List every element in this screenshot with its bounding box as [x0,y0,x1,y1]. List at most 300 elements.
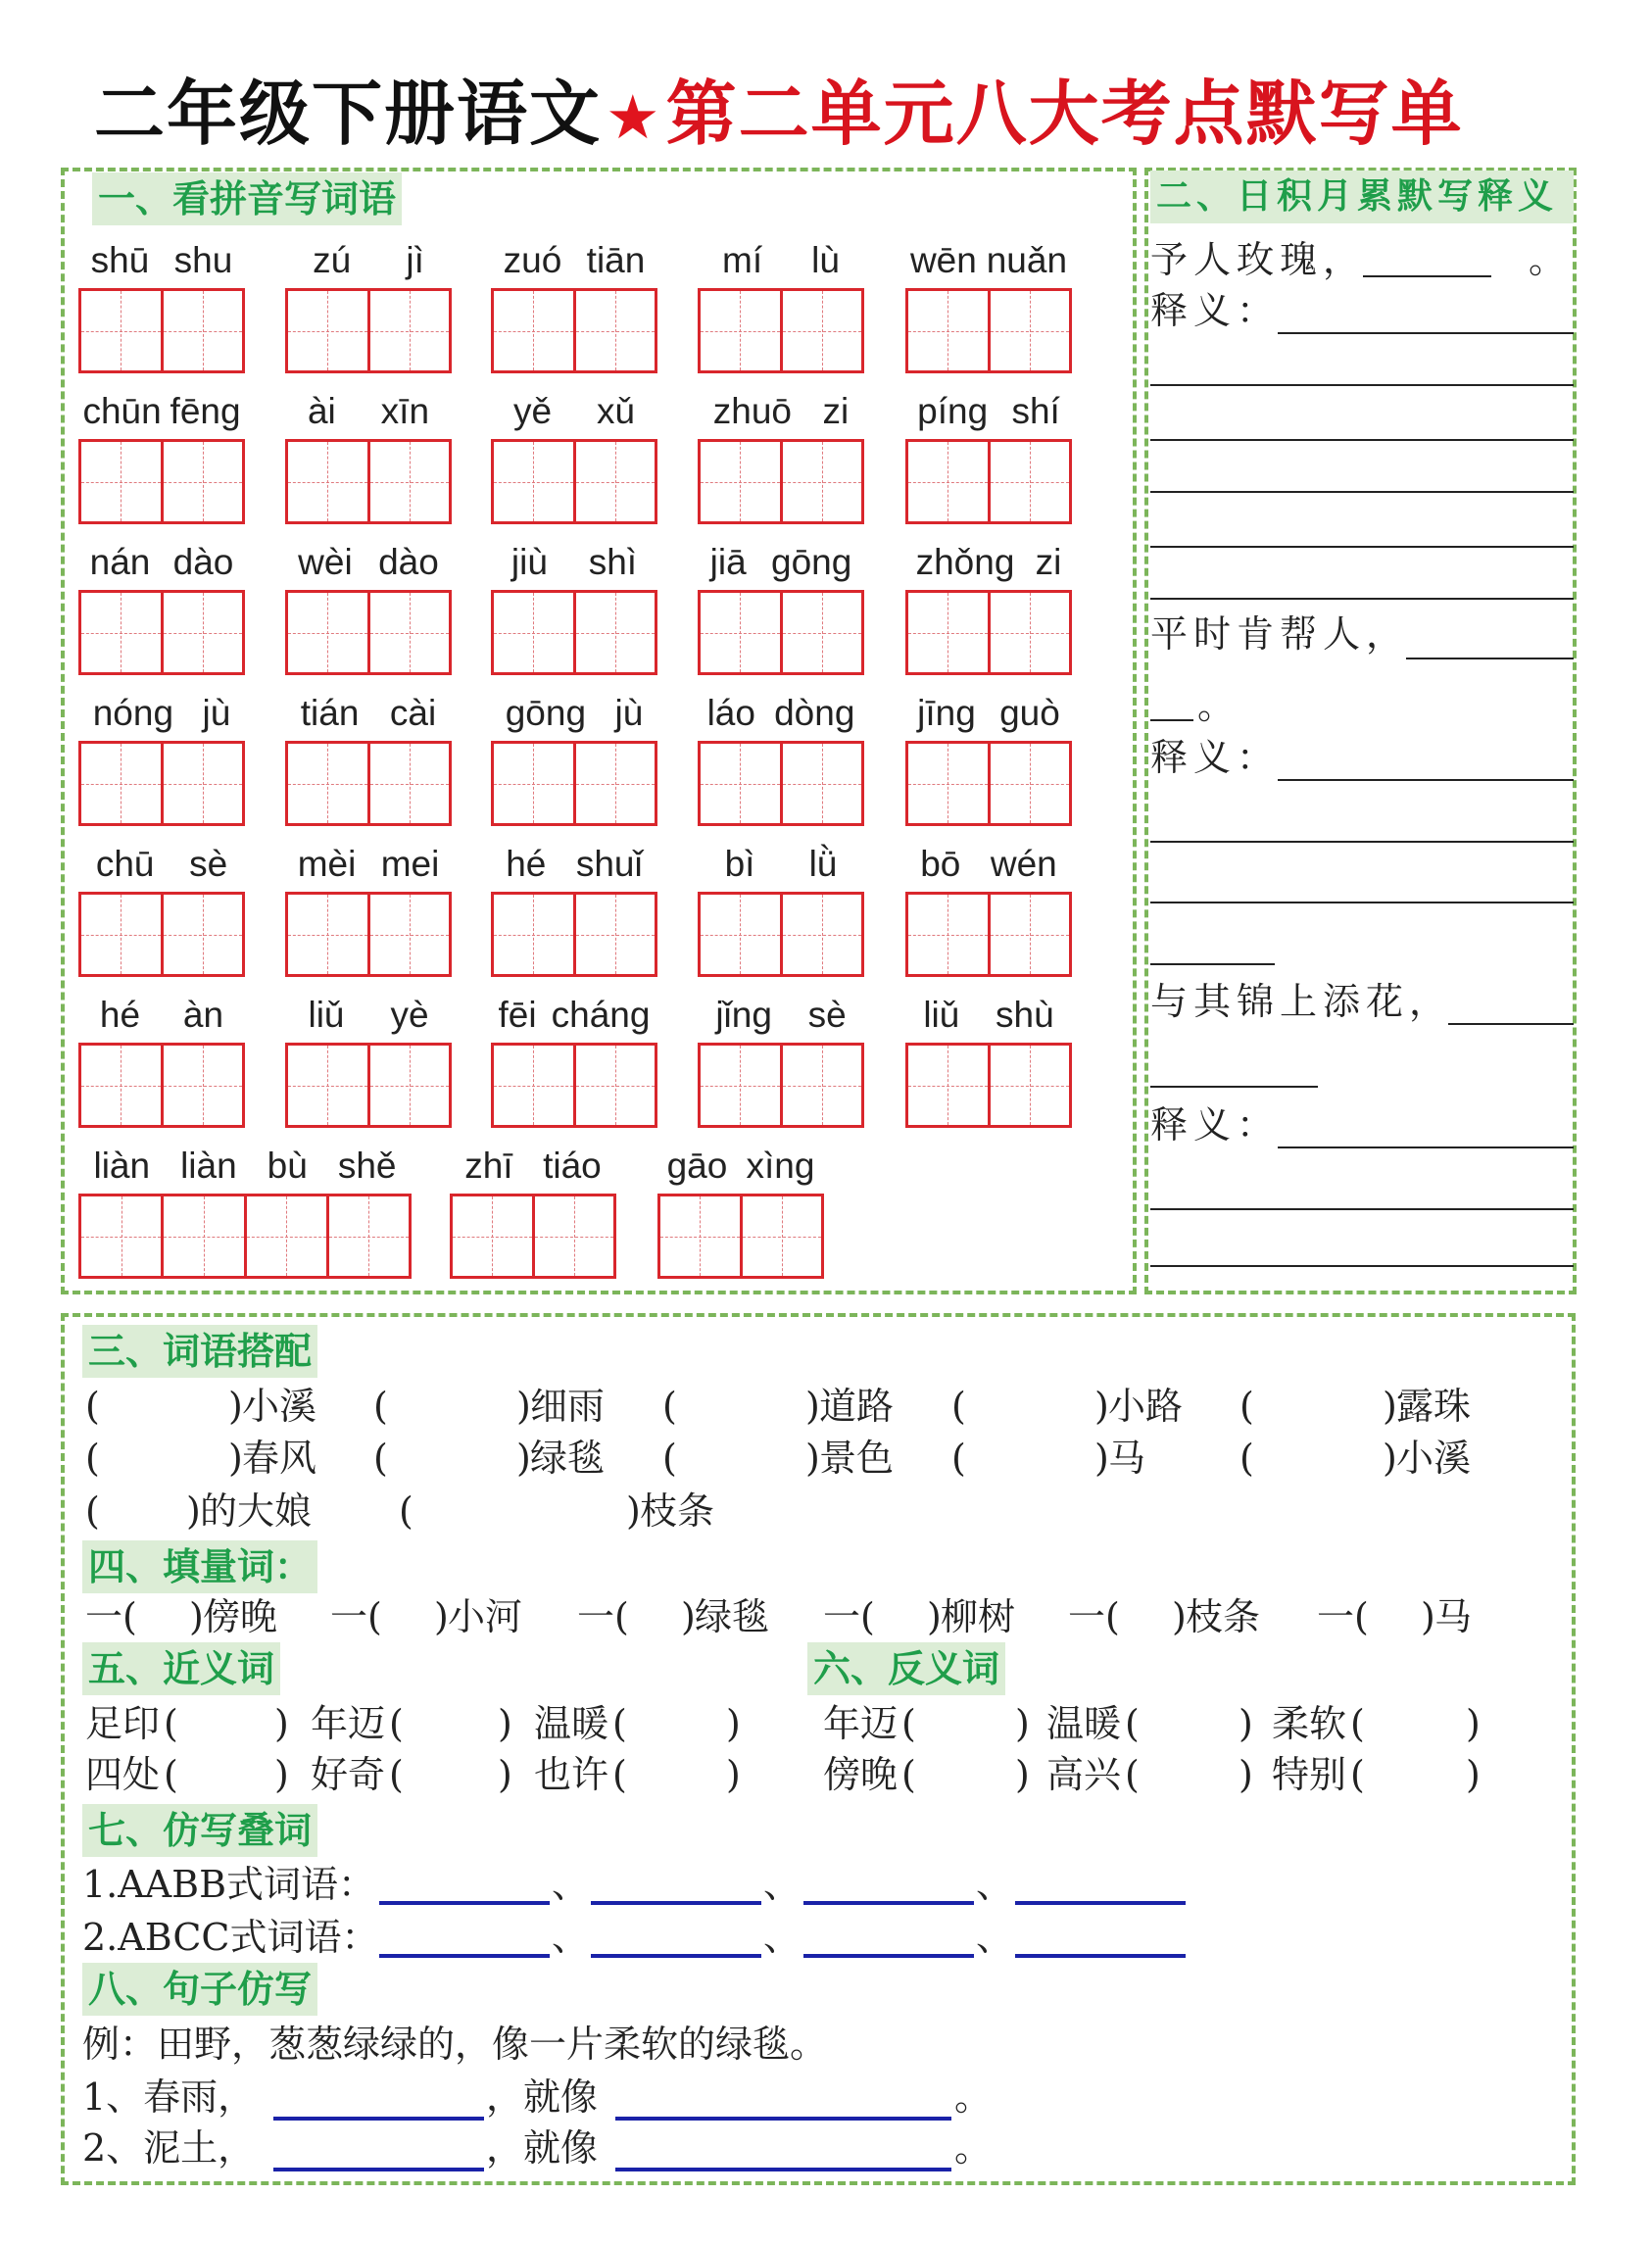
pinyin-label [905,843,1072,886]
tianzige-box[interactable] [285,741,452,826]
tianzige-cell[interactable] [81,1046,164,1125]
tianzige-cell[interactable] [576,593,656,672]
pinyin-syllable: wèi [298,542,353,582]
tianzige-cell[interactable] [908,744,991,823]
pinyin-syllable: wēn [909,240,977,280]
section-8-header: 八、句子仿写 [82,1963,317,2016]
measure-blank[interactable] [144,1594,188,1639]
match-word-blank[interactable] [967,1384,1094,1429]
tianzige-cell[interactable] [164,744,243,823]
tianzige-cell[interactable] [701,291,783,370]
pinyin-syllable: jiù [510,542,548,582]
open-paren: ( [901,1702,916,1745]
pinyin-syllable: xīn [380,391,430,431]
open-paren: ( [389,1702,404,1745]
pinyin-syllable: àn [182,995,224,1035]
pinyin-syllable: zuó [503,240,562,280]
answer-blank[interactable] [1141,1752,1235,1797]
close-paren: ) [434,1595,449,1638]
tianzige-box[interactable] [657,1194,824,1279]
pinyin-label [285,994,452,1037]
idiom-2-text: 平时肯帮人， [1150,612,1410,656]
pinyin-syllable: jiā [709,542,747,582]
answer-blank[interactable] [628,1752,722,1797]
tianzige-cell[interactable] [991,593,1070,672]
pinyin-syllable: shě [337,1146,397,1186]
tianzige-box[interactable] [905,590,1072,675]
pinyin-syllable: yè [390,995,429,1035]
pinyin-label [491,843,657,886]
pinyin-syllable: dào [378,542,439,582]
word-blank[interactable] [591,1954,761,1958]
tianzige-cell[interactable] [164,1046,243,1125]
pinyin-syllable: shí [1011,391,1060,431]
tianzige-box[interactable] [285,892,452,977]
tianzige-cell[interactable] [576,291,656,370]
tianzige-cell[interactable] [288,442,370,521]
open-paren: ( [662,1385,677,1428]
pinyin-label [78,390,245,433]
match-word-blank[interactable] [101,1488,186,1534]
tianzige-box[interactable] [78,892,245,977]
measure-noun: 柳树 [941,1595,1016,1638]
tianzige-box[interactable] [491,741,657,826]
open-paren: ( [612,1753,627,1796]
pinyin-syllable: hé [506,844,547,884]
answer-blank[interactable] [917,1701,1011,1746]
tianzige-cell[interactable] [783,593,862,672]
tianzige-cell[interactable] [576,1046,656,1125]
tianzige-cell[interactable] [783,1046,862,1125]
pinyin-label [491,692,657,735]
pinyin-syllable: jīng [917,693,976,733]
tianzige-box[interactable] [78,288,245,373]
open-paren: ( [85,1385,100,1428]
answer-blank[interactable] [405,1752,494,1797]
pinyin-syllable: mèi [297,844,357,884]
tianzige-cell[interactable] [783,895,862,974]
measure-prefix: 一( [1068,1595,1120,1638]
tianzige-box[interactable] [905,892,1072,977]
tianzige-cell[interactable] [991,291,1070,370]
close-paren: ) [805,1437,820,1480]
open-paren: ( [612,1702,627,1745]
write-line[interactable] [1150,491,1574,493]
match-word-blank[interactable] [414,1488,626,1534]
tianzige-cell[interactable] [783,744,862,823]
pinyin-label [491,994,657,1037]
tianzige-cell[interactable] [370,291,450,370]
sentence-2-end: 。 [954,2126,993,2170]
pinyin-label [78,843,245,886]
open-paren: ( [951,1437,966,1480]
pinyin-syllable: liàn [93,1146,151,1186]
tianzige-cell[interactable] [370,1046,450,1125]
pinyin-syllable: píng [917,391,989,431]
tianzige-cell[interactable] [81,442,164,521]
tianzige-cell[interactable] [329,1196,409,1276]
close-paren: ) [681,1595,696,1638]
match-word: 春风 [242,1437,317,1480]
pinyin-syllable: ài [307,391,336,431]
tianzige-box[interactable] [285,1043,452,1128]
tianzige-box[interactable] [905,288,1072,373]
synonym-word: 四处 [85,1753,161,1796]
tianzige-cell[interactable] [288,593,370,672]
pinyin-syllable: zhuō [712,391,792,431]
synonym-word: 也许 [534,1753,609,1796]
tianzige-cell[interactable] [701,1046,783,1125]
match-word-blank[interactable] [101,1436,228,1481]
match-word: 小溪 [1396,1437,1472,1480]
open-paren: ( [389,1753,404,1796]
pinyin-syllable: lǜ [808,844,838,884]
measure-blank[interactable] [1127,1594,1171,1639]
close-paren: ) [498,1702,512,1745]
pinyin-syllable: gōng [505,693,587,733]
tianzige-box[interactable] [698,590,864,675]
open-paren: ( [1239,1385,1254,1428]
close-paren: ) [186,1489,201,1533]
pinyin-syllable: láo [706,693,755,733]
open-paren: ( [373,1385,388,1428]
tianzige-box[interactable] [698,892,864,977]
tianzige-cell[interactable] [494,744,576,823]
idiom-3-text: 与其锦上添花， [1150,980,1453,1023]
pinyin-syllable: fēng [170,391,241,431]
tianzige-cell[interactable] [494,593,576,672]
measure-blank[interactable] [389,1594,433,1639]
tianzige-box[interactable] [491,1043,657,1128]
idiom-1-end: 。 [1529,238,1567,281]
tianzige-cell[interactable] [576,744,656,823]
tianzige-cell[interactable] [164,442,243,521]
separator: 、 [552,1916,590,1959]
tianzige-cell[interactable] [370,895,450,974]
close-paren: ) [626,1489,641,1533]
idiom-2-meaning-blank[interactable] [1278,779,1574,781]
close-paren: ) [1383,1437,1397,1480]
idiom-3-meaning-label: 释义： [1150,1103,1281,1146]
answer-blank[interactable] [917,1752,1011,1797]
answer-blank[interactable] [179,1701,270,1746]
separator: 、 [976,1916,1014,1959]
pinyin-syllable: wén [990,844,1057,884]
match-word-blank[interactable] [678,1436,805,1481]
tianzige-box[interactable] [698,288,864,373]
match-word-blank[interactable] [389,1436,516,1481]
section-2-header: 二、日积月累默写释义 [1150,171,1574,223]
sentence-1-blank-2[interactable] [615,2117,951,2121]
word-blank[interactable] [803,1901,974,1905]
tianzige-box[interactable] [78,439,245,524]
star-icon: ★ [606,81,662,153]
measure-blank[interactable] [1376,1594,1420,1639]
pinyin-label [698,994,864,1037]
open-paren: ( [164,1702,178,1745]
tianzige-cell[interactable] [288,291,370,370]
pinyin-label [905,994,1072,1037]
pinyin-syllable: zhī [464,1146,513,1186]
tianzige-cell[interactable] [81,895,164,974]
tianzige-box[interactable] [285,590,452,675]
pinyin-label [78,1145,412,1188]
measure-noun: 小河 [448,1595,523,1638]
tianzige-cell[interactable] [701,895,783,974]
tianzige-cell[interactable] [494,895,576,974]
pinyin-label [698,843,864,886]
tianzige-box[interactable] [491,892,657,977]
tianzige-cell[interactable] [247,1196,329,1276]
open-paren: ( [1239,1437,1254,1480]
close-paren: ) [927,1595,942,1638]
tianzige-cell[interactable] [164,1196,246,1276]
synonym-word: 好奇 [311,1753,386,1796]
tianzige-box[interactable] [905,741,1072,826]
tianzige-cell[interactable] [81,593,164,672]
pinyin-syllable: bì [724,844,755,884]
tianzige-box[interactable] [491,439,657,524]
pinyin-syllable: tián [300,693,360,733]
tianzige-cell[interactable] [701,744,783,823]
idiom-3-blank[interactable] [1448,1023,1574,1025]
idiom-2-blank[interactable] [1406,658,1574,659]
tianzige-box[interactable] [491,590,657,675]
match-word-blank[interactable] [967,1436,1094,1481]
match-word: 道路 [819,1385,895,1428]
tianzige-cell[interactable] [494,442,576,521]
tianzige-cell[interactable] [576,895,656,974]
tianzige-cell[interactable] [991,1046,1070,1125]
tianzige-cell[interactable] [535,1196,614,1276]
write-line[interactable] [1150,1265,1574,1267]
tianzige-cell[interactable] [288,744,370,823]
word-blank[interactable] [1015,1901,1186,1905]
answer-blank[interactable] [628,1701,722,1746]
tianzige-box[interactable] [285,439,452,524]
tianzige-cell[interactable] [370,744,450,823]
pinyin-label [285,541,452,584]
idiom-3-blank-cont[interactable] [1150,1086,1318,1088]
tianzige-box[interactable] [78,590,245,675]
close-paren: ) [1383,1385,1397,1428]
pinyin-label [285,843,452,886]
pinyin-syllable: shì [588,542,638,582]
tianzige-cell[interactable] [370,442,450,521]
sentence-2-blank-1[interactable] [273,2168,484,2171]
answer-blank[interactable] [179,1752,270,1797]
write-line[interactable] [1150,598,1574,600]
measure-prefix: 一( [85,1595,137,1638]
tianzige-cell[interactable] [288,1046,370,1125]
tianzige-cell[interactable] [288,895,370,974]
tianzige-box[interactable] [285,288,452,373]
tianzige-box[interactable] [78,741,245,826]
tianzige-cell[interactable] [701,442,783,521]
measure-noun: 枝条 [1186,1595,1261,1638]
open-paren: ( [1350,1702,1365,1745]
pinyin-label [491,541,657,584]
idiom-2-blank-cont[interactable] [1150,719,1193,721]
tianzige-cell[interactable] [908,291,991,370]
pinyin-syllable: zi [1035,542,1062,582]
pinyin-syllable: cháng [551,995,651,1035]
close-paren: ) [189,1595,204,1638]
section-3-header: 三、词语搭配 [82,1325,317,1378]
section-5-header: 五、近义词 [82,1642,280,1695]
tianzige-cell[interactable] [494,291,576,370]
match-word-blank[interactable] [678,1384,805,1429]
pinyin-syllable: bù [267,1146,308,1186]
idiom-1-meaning-blank[interactable] [1278,332,1574,334]
tianzige-cell[interactable] [783,291,862,370]
pinyin-label [905,541,1072,584]
antonym-word: 温暖 [1046,1702,1122,1745]
tianzige-cell[interactable] [576,442,656,521]
tianzige-cell[interactable] [701,593,783,672]
pinyin-label [491,239,657,282]
write-line[interactable] [1150,902,1574,903]
close-paren: ) [1015,1702,1030,1745]
tianzige-cell[interactable] [370,593,450,672]
tianzige-box[interactable] [698,439,864,524]
idiom-2-meaning-label: 释义： [1150,736,1281,779]
pinyin-label [905,239,1072,282]
tianzige-cell[interactable] [164,895,243,974]
pinyin-syllable: tiān [586,240,646,280]
pinyin-label [285,239,452,282]
tianzige-box[interactable] [905,439,1072,524]
word-blank[interactable] [379,1901,550,1905]
pinyin-label [78,994,245,1037]
close-paren: ) [1466,1702,1481,1745]
tianzige-box[interactable] [78,1043,245,1128]
tianzige-box[interactable] [905,1043,1072,1128]
answer-blank[interactable] [1366,1752,1462,1797]
tianzige-box[interactable] [450,1194,616,1279]
pinyin-syllable: shu [173,240,233,280]
tianzige-cell[interactable] [81,1196,164,1276]
tianzige-cell[interactable] [164,593,243,672]
match-word: 小路 [1108,1385,1184,1428]
pinyin-syllable: xǔ [596,391,636,431]
word-blank[interactable] [379,1954,550,1958]
write-line[interactable] [1150,963,1275,965]
sentence-2-blank-2[interactable] [615,2168,951,2171]
title-grade: 二年级下册语文 [94,73,603,155]
separator: 、 [763,1916,802,1959]
tianzige-cell[interactable] [991,744,1070,823]
tianzige-cell[interactable] [908,895,991,974]
separator: 、 [976,1863,1014,1906]
tianzige-cell[interactable] [908,1046,991,1125]
pinyin-syllable: jù [614,693,644,733]
sentence-1-blank-1[interactable] [273,2117,484,2121]
close-paren: ) [805,1385,820,1428]
measure-blank[interactable] [882,1594,926,1639]
match-word-blank[interactable] [1255,1384,1383,1429]
tianzige-box[interactable] [698,1043,864,1128]
close-paren: ) [516,1385,531,1428]
tianzige-cell[interactable] [908,442,991,521]
answer-blank[interactable] [1141,1701,1235,1746]
open-paren: ( [85,1489,100,1533]
tianzige-cell[interactable] [991,442,1070,521]
close-paren: ) [1239,1753,1253,1796]
section-4-header: 四、填量词： [82,1540,317,1593]
tianzige-cell[interactable] [908,593,991,672]
pinyin-syllable: shuǐ [575,844,643,884]
tianzige-box[interactable] [78,1194,412,1279]
measure-prefix: 一( [1317,1595,1369,1638]
tianzige-cell[interactable] [81,291,164,370]
tianzige-cell[interactable] [660,1196,743,1276]
close-paren: ) [1094,1437,1109,1480]
word-blank[interactable] [803,1954,974,1958]
tianzige-box[interactable] [491,288,657,373]
open-paren: ( [951,1385,966,1428]
idiom-1-blank[interactable] [1363,275,1491,277]
match-word: 枝条 [640,1489,715,1533]
pinyin-syllable: zi [822,391,850,431]
pinyin-syllable: shù [996,995,1054,1035]
match-word-blank[interactable] [1255,1436,1383,1481]
close-paren: ) [516,1437,531,1480]
abcc-label: 2.ABCC式词语： [82,1916,379,1959]
tianzige-cell[interactable] [743,1196,822,1276]
pinyin-label [78,692,245,735]
measure-prefix: 一( [330,1595,382,1638]
pinyin-syllable: mí [722,240,763,280]
pinyin-syllable: gōng [771,542,852,582]
synonym-word: 年迈 [311,1702,386,1745]
write-line[interactable] [1150,384,1574,386]
tianzige-box[interactable] [698,741,864,826]
write-line[interactable] [1150,546,1574,548]
synonym-word: 足印 [85,1702,161,1745]
pinyin-syllable: zú [313,240,352,280]
tianzige-cell[interactable] [991,895,1070,974]
match-word-blank[interactable] [101,1384,228,1429]
close-paren: ) [1239,1702,1253,1745]
answer-blank[interactable] [405,1701,494,1746]
answer-blank[interactable] [1366,1701,1462,1746]
pinyin-syllable: dòng [774,693,855,733]
word-blank[interactable] [1015,1954,1186,1958]
tianzige-cell[interactable] [81,744,164,823]
match-word-blank[interactable] [389,1384,516,1429]
synonym-word: 温暖 [534,1702,609,1745]
pinyin-syllable: chūn [82,391,162,431]
idiom-3-meaning-blank[interactable] [1278,1146,1574,1148]
pinyin-syllable: nuǎn [986,240,1068,280]
pinyin-syllable: yě [512,391,553,431]
write-line[interactable] [1150,439,1574,441]
pinyin-label [285,390,452,433]
pinyin-label [78,541,245,584]
tianzige-cell[interactable] [783,442,862,521]
pinyin-syllable: sè [807,995,847,1035]
write-line[interactable] [1150,1208,1574,1210]
write-line[interactable] [1150,841,1574,843]
word-blank[interactable] [591,1901,761,1905]
measure-blank[interactable] [636,1594,680,1639]
tianzige-cell[interactable] [494,1046,576,1125]
pinyin-syllable: nóng [92,693,174,733]
tianzige-cell[interactable] [453,1196,535,1276]
sentence-1-label: 1、春雨， [82,2075,256,2119]
tianzige-cell[interactable] [164,291,243,370]
